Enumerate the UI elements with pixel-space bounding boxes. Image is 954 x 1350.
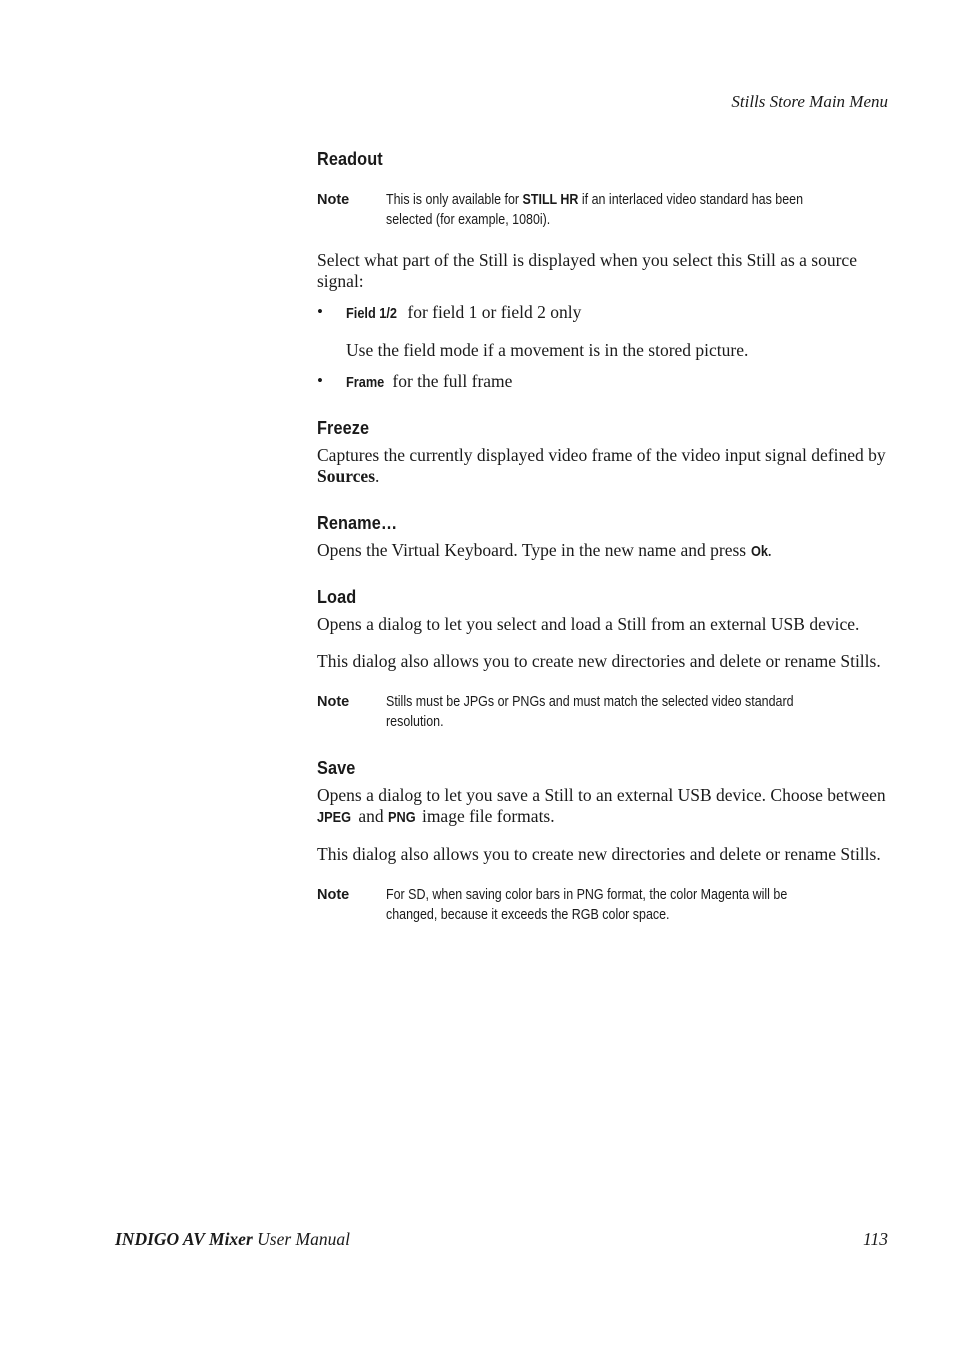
note-text: Stills must be JPGs or PNGs and must match the selected video standard resolution.: [386, 694, 794, 730]
note-label: Note: [317, 192, 350, 208]
load-para-1: Opens a dialog to let you select and load a Still from an external USB device.: [317, 614, 860, 634]
list-item: • Frame for the full frame: [317, 371, 513, 391]
section-heading-readout: Readout: [317, 148, 383, 169]
bullet-icon: •: [317, 371, 323, 390]
running-header: Stills Store Main Menu: [731, 92, 888, 111]
page-number: 113: [863, 1229, 888, 1249]
note-load: [317, 692, 889, 732]
note-readout: [317, 190, 889, 230]
bullet-icon: •: [317, 302, 323, 321]
bullet-subtext: Use the field mode if a movement is in the stored picture.: [346, 340, 749, 360]
note-text: This is only available for STILL HR if an interlaced video standard has been selected (for example, 1080i).: [386, 192, 804, 228]
load-para-2: This dialog also allows you to create new directories and delete or rename Stills.: [317, 651, 881, 671]
readout-intro: Select what part of the Still is displayed when you select this Still as a source signal:: [317, 250, 857, 291]
page-content: [317, 148, 889, 925]
section-heading-load: Load: [317, 586, 357, 607]
freeze-text: Captures the currently displayed video frame of the video input signal defined by Sources.: [317, 445, 886, 486]
section-heading-rename: Rename…: [317, 512, 398, 533]
rename-text: Opens the Virtual Keyboard. Type in the new name and press Ok.: [317, 540, 772, 560]
section-heading-freeze: Freeze: [317, 417, 370, 438]
note-label: Note: [317, 694, 350, 710]
save-para-1: Opens a dialog to let you save a Still to an external USB device. Choose between JPEG and PNG image file formats.: [317, 785, 886, 826]
note-text: For SD, when saving color bars in PNG format, the color Magenta will be changed, because it exceeds the RGB color space.: [386, 887, 788, 923]
list-item: • Field 1/2 for field 1 or field 2 only: [317, 302, 582, 322]
note-save: [317, 885, 889, 925]
footer-title: INDIGO AV Mixer User Manual: [115, 1229, 350, 1249]
save-para-2: This dialog also allows you to create new directories and delete or rename Stills.: [317, 844, 881, 864]
note-label: Note: [317, 887, 350, 903]
section-heading-save: Save: [317, 757, 356, 778]
